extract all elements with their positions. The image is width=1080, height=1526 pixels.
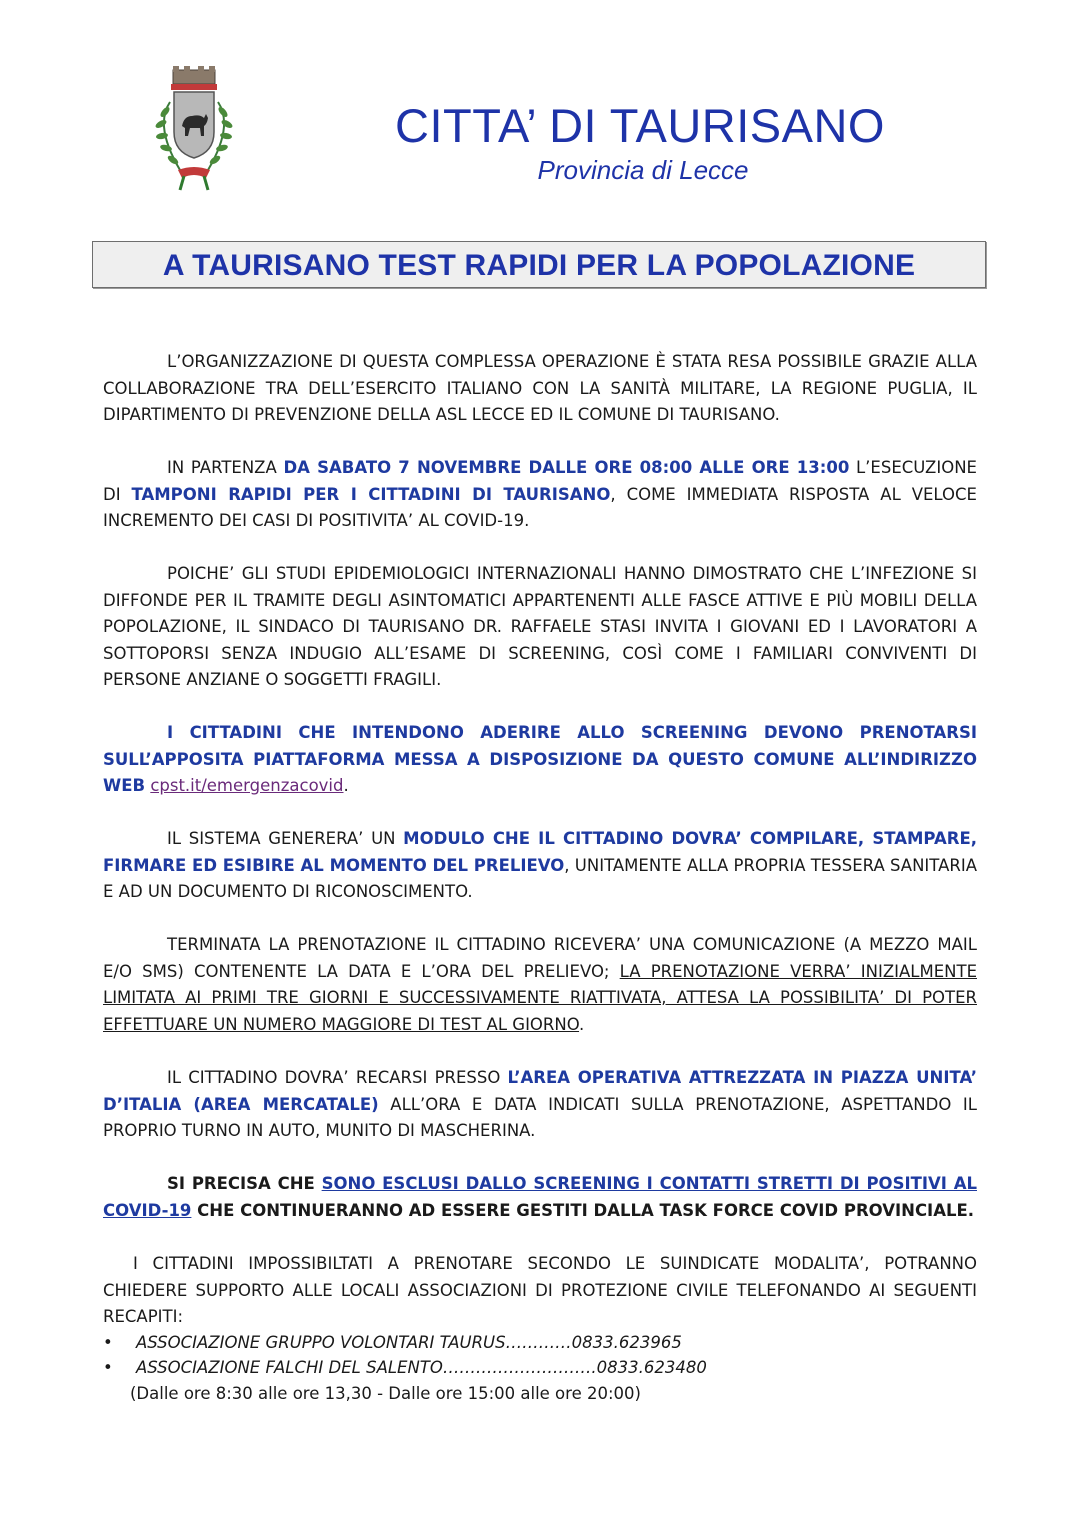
paragraph-text: L’ORGANIZZAZIONE DI QUESTA COMPLESSA OPERAZIONE È STATA RESA POSSIBILE GRAZIE ALLA COLLABORAZIONE TRA DELL’ESERCITO ITALIANO CON LA SANITÀ MILITARE, LA REGIONE PUGLIA, IL DIPARTIMENTO DI PREVENZIONE DELLA ASL LECCE ED IL COMUNE DI TAURISANO. [103,352,977,424]
underlined-note: LA PRENOTAZIONE VERRA’ INIZIALMENTE LIMITATA AI PRIMI TRE GIORNI E SUCCESSIVAMENTE RIATTIVATA, ATTESA LA POSSIBILITA’ DI POTER EFFETTUARE UN NUMERO MAGGIORE DI TEST AL GIORNO [103,961,977,1034]
leader-dots: ………………………. [442,1358,597,1377]
province-subtitle: Provincia di Lecce [537,155,749,185]
paragraph-module [103,826,977,906]
paragraph-start-date [103,455,977,535]
highlight-date: DA SABATO 7 NOVEMBRE DALLE ORE 08:00 ALLE ORE 13:00 [283,458,850,477]
contact-name: ASSOCIAZIONE FALCHI DEL SALENTO [136,1358,443,1377]
highlight-location: L’AREA OPERATIVA ATTREZZATA IN PIAZZA UNITA’ D’ITALIA (AREA MERCATALE) [103,1068,977,1114]
contact-name: ASSOCIAZIONE GRUPPO VOLONTARI TAURUS [136,1333,506,1352]
text: ALL’ORA E DATA INDICATI SULLA PRENOTAZIONE, ASPETTANDO IL PROPRIO TURNO IN AUTO, MUNITO DI MASCHERINA. [103,1094,977,1140]
contact-phone[interactable]: 0833.623480 [596,1358,707,1377]
list-item [103,1330,977,1355]
highlight-exclusions: SONO ESCLUSI DALLO SCREENING I CONTATTI STRETTI DI POSITIVI AL COVID-19 [103,1174,977,1220]
text: . [579,1014,585,1034]
headline-box [92,241,986,288]
leader-dots: ………… [505,1333,572,1352]
contact-phone[interactable]: 0833.623965 [571,1333,682,1352]
highlight-module: MODULO CHE IL CITTADINO DOVRA’ COMPILARE, STAMPARE, FIRMARE ED ESIBIRE AL MOMENTO DEL PRELIEVO [103,829,977,875]
paragraph-booking [103,720,977,800]
text: SI PRECISA CHE [167,1174,322,1193]
paragraph-text: POICHE’ GLI STUDI EPIDEMIOLOGICI INTERNAZIONALI HANNO DIMOSTRATO CHE L’INFEZIONE SI DIFFONDE PER IL TRAMITE DEGLI ASINTOMATICI APPARTENENTI ALLE FASCE ATTIVE E PIÙ MOBILI DELLA POPOLAZIONE, IL SINDACO DI TAURISANO DR. RAFFAELE STASI INVITA I GIOVANI ED I LAVORATORI A SOTTOPORSI SENZA INDUGIO ALL’ESAME DI SCREENING, COSÌ COME I FAMILIARI CONVIVENTI DI PERSONE ANZIANE O SOGGETTI FRAGILI. [103,564,977,689]
text: L’ESECUZIONE DI [103,458,977,504]
highlight-tests: TAMPONI RAPIDI PER I CITTADINI DI TAURISANO [131,484,611,504]
city-title: CITTA’ DI TAURISANO [395,99,885,152]
text: TERMINATA LA PRENOTAZIONE IL CITTADINO RICEVERA’ UNA COMUNICAZIONE (A MEZZO MAIL E/O SMS) CONTENENTE LA DATA E L’ORA DEL PRELIEVO; [103,935,977,981]
paragraph-support [103,1251,977,1331]
text: , COME IMMEDIATA RISPOSTA AL VELOCE INCREMENTO DEI CASI DI POSITIVITA’ AL COVID-19. [103,484,977,530]
paragraph-exclusions [103,1171,977,1224]
text: IL CITTADINO DOVRA’ RECARSI PRESSO [167,1068,508,1087]
text: IN PARTENZA [167,458,284,477]
list-item [103,1355,977,1380]
text: . [343,776,349,795]
highlight-booking: I CITTADINI CHE INTENDONO ADERIRE ALLO SCREENING DEVONO PRENOTARSI SULL’APPOSITA PIATTAFORMA MESSA A DISPOSIZIONE DA QUESTO COMUNE ALL’INDIRIZZO WEB [103,723,977,795]
text: , UNITAMENTE ALLA PROPRIA TESSERA SANITARIA E AD UN DOCUMENTO DI RICONOSCIMENTO. [103,855,977,901]
bullet-icon: • [103,1358,113,1377]
text: IL SISTEMA GENERERA’ UN [167,829,404,848]
paragraph-communication [103,932,977,1038]
bullet-icon: • [103,1333,113,1352]
paragraph-organization [103,349,977,429]
booking-link[interactable]: cpst.it/emergenzacovid [150,776,344,795]
opening-hours: (Dalle ore 8:30 alle ore 13,30 - Dalle ore 15:00 alle ore 20:00) [130,1384,641,1403]
paragraph-epidemiology [103,561,977,694]
text: CHE CONTINUERANNO AD ESSERE GESTITI DALLA TASK FORCE COVID PROVINCIALE. [191,1200,975,1220]
paragraph-text: I CITTADINI IMPOSSIBILTATI A PRENOTARE SECONDO LE SUINDICATE MODALITA’, POTRANNO CHIEDERE SUPPORTO ALLE LOCALI ASSOCIAZIONI DI PROTEZIONE CIVILE TELEFONANDO AI SEGUENTI RECAPITI: [103,1254,977,1326]
coat-of-arms-icon [140,66,248,194]
contact-list [103,1330,977,1380]
headline: A TAURISANO TEST RAPIDI PER LA POPOLAZIONE [162,249,916,282]
paragraph-location [103,1065,977,1145]
